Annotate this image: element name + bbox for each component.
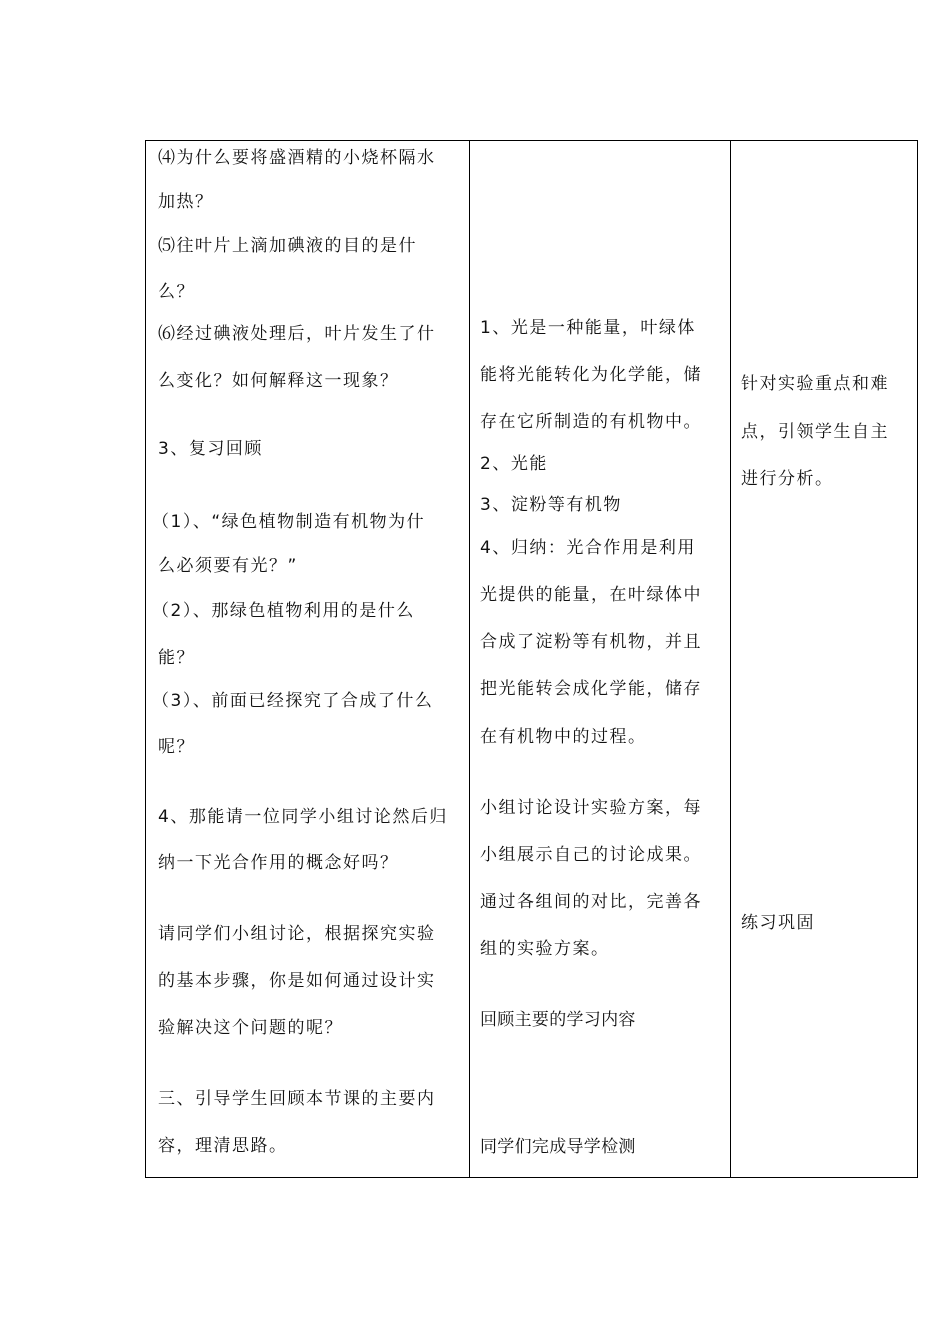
text-line: （3）、前面已经探究了合成了什么	[152, 691, 434, 711]
text-line: 回顾主要的学习内容	[480, 1010, 636, 1030]
text-line: 么？	[158, 282, 195, 302]
column-divider-2	[730, 141, 731, 1177]
text-line: 呢？	[158, 737, 195, 757]
text-line: 纳一下光合作用的概念好吗？	[158, 853, 399, 873]
text-line: 请同学们小组讨论，根据探究实验	[158, 924, 436, 944]
text-line: 能？	[158, 648, 195, 668]
text-line: 点，引领学生自主	[741, 422, 889, 442]
text-line: ⑷为什么要将盛酒精的小烧杯隔水	[158, 148, 436, 168]
text-line: 验解决这个问题的呢？	[158, 1018, 343, 1038]
text-line: 光提供的能量，在叶绿体中	[480, 585, 702, 605]
text-line: 三、引导学生回顾本节课的主要内	[158, 1089, 436, 1109]
text-line: 在有机物中的过程。	[480, 727, 647, 747]
text-line: 同学们完成导学检测	[480, 1137, 636, 1157]
text-line: 把光能转会成化学能，储存	[480, 679, 702, 699]
text-line: ⑹经过碘液处理后，叶片发生了什	[158, 324, 436, 344]
text-line: 4、那能请一位同学小组讨论然后归	[158, 807, 448, 827]
text-line: 容，理清思路。	[158, 1136, 288, 1156]
text-line: 通过各组间的对比，完善各	[480, 892, 702, 912]
text-line: 存在它所制造的有机物中。	[480, 412, 702, 432]
text-line: 合成了淀粉等有机物，并且	[480, 632, 702, 652]
text-line: 能将光能转化为化学能，储	[480, 365, 702, 385]
text-line: 么必须要有光？”	[158, 556, 298, 576]
text-line: 1、光是一种能量，叶绿体	[480, 318, 696, 338]
text-line: 4、归纳：光合作用是利用	[480, 538, 696, 558]
text-line: 的基本步骤，你是如何通过设计实	[158, 971, 436, 991]
text-line: 3、复习回顾	[158, 439, 263, 459]
text-line: （1）、“绿色植物制造有机物为什	[152, 512, 426, 532]
text-line: 组的实验方案。	[480, 939, 610, 959]
text-line: 么变化？如何解释这一现象？	[158, 371, 399, 391]
text-line: 小组讨论设计实验方案，每	[480, 798, 702, 818]
text-line: 加热？	[158, 192, 214, 212]
text-line: ⑸往叶片上滴加碘液的目的是什	[158, 236, 417, 256]
text-line: 进行分析。	[741, 469, 834, 489]
text-line: 针对实验重点和难	[741, 374, 889, 394]
text-line: （2）、那绿色植物利用的是什么	[152, 601, 415, 621]
text-line: 3、淀粉等有机物	[480, 495, 622, 515]
column-divider-1	[469, 141, 470, 1177]
text-line: 练习巩固	[741, 913, 815, 933]
text-line: 小组展示自己的讨论成果。	[480, 845, 702, 865]
text-line: 2、光能	[480, 454, 548, 474]
